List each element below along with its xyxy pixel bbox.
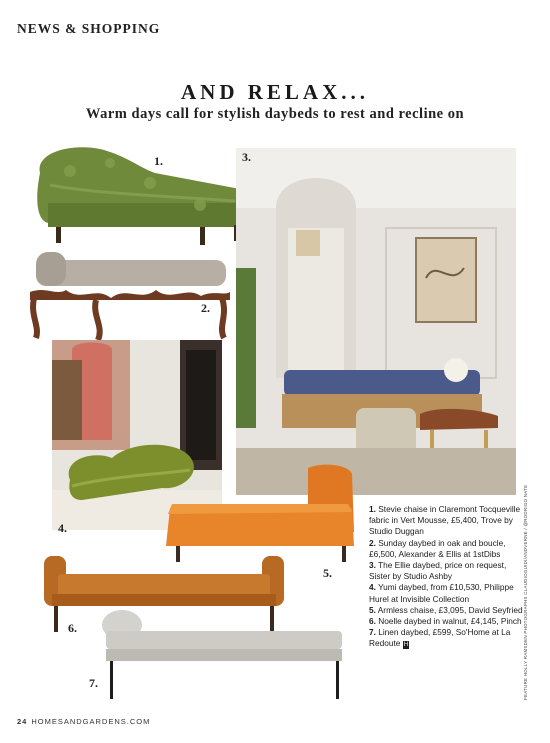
caption-7: 7. Linen daybed, £599, So'Home at La Redoute H [369,627,511,649]
caption-5: 5. Armless chaise, £3,095, David Seyfried [369,604,523,615]
article-title: AND RELAX... [180,80,369,104]
caption-4: 4. Yumi daybed, from £10,530, Philippe Hurel at Invisible Collection [369,582,514,604]
product-image-green-chaise [30,143,252,253]
caption-1: 1. Stevie chaise in Claremont Tocqueville fabric in Vert Mousse, £5,400, Trove by Studio Duggan [369,504,521,537]
label-4: 4. [58,521,67,535]
label-6: 6. [68,621,77,635]
label-3: 3. [242,150,251,164]
article-subtitle: Warm days call for stylish daybeds to rest and recline on [85,106,465,122]
caption-3: 3. The Ellie daybed, price on request, Sister by Studio Ashby [369,560,507,582]
label-2: 2. [201,301,210,315]
product-image-room-daybed [236,148,516,495]
end-mark: H [403,642,409,649]
page-footer [17,717,150,726]
caption-6: 6. Noelle daybed in walnut, £4,145, Pinch [369,616,522,627]
caption-2: 2. Sunday daybed in oak and boucle, £6,500, Alexander & Ellis at 1stDibs [369,537,506,559]
footer-site: HOMESANDGARDENS.COM [31,717,151,726]
label-1: 1. [154,154,163,168]
label-5: 5. [323,566,332,580]
page-number: 24 [17,717,28,726]
product-image-oak-daybed [26,246,232,342]
label-7: 7. [89,676,98,690]
captions [369,504,529,650]
photo-credit: FEATURE HOLLY RAMSDEN PHOTOGRAPHS CLAUDIOGUIDI/ANDVERNE / @RODRIGO NATE [523,484,528,700]
section-label: NEWS & SHOPPING [17,21,161,36]
product-image-linen-daybed [100,607,348,703]
